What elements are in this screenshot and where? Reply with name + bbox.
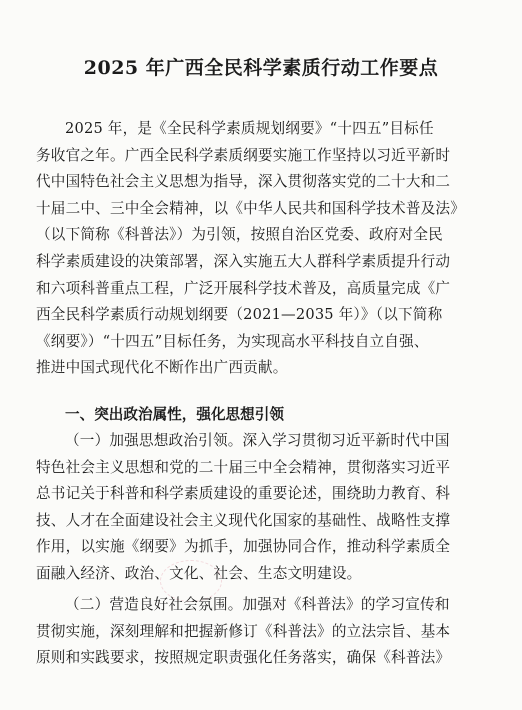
subsection-label: （一）加强思想政治引领。 [65,432,243,449]
subsection-line: 技、人才在全面建设社会主义现代化国家的基础性、战略性支撑 [36,511,451,529]
document-title: 2025 年广西全民科学素质行动工作要点 [83,57,439,79]
subsection-line: 作用，以实施《纲要》为抓手，加强协同合作，推动科学素质全 [36,538,451,556]
intro-line: 2025 年，是《全民科学素质规划纲要》“十四五”目标任 [65,120,434,137]
subsection-line [36,592,488,619]
subsection-label: （二）营造良好社会氛围。 [65,596,243,613]
subsection-line [36,428,488,455]
section-heading: 一、突出政治属性，强化思想引领 [65,406,284,423]
intro-line: 务收官之年。广西全民科学素质纲要实施工作坚持以习近平新时 [36,146,451,164]
intro-line: 《纲要》）“十四五”目标任务，为实现高水平科技自立自强、 [36,332,429,350]
subsection-2-paragraph [36,592,488,672]
intro-paragraph [36,116,488,382]
subsection-text: 加强对《科普法》的学习宣传和 [242,596,450,613]
intro-line: （以下简称《科普法》）为引领，按照自治区党委、政府对全民 [36,226,443,244]
subsection-line: 特色社会主义思想和党的二十届三中全会精神，贯彻落实习近平 [36,458,451,476]
intro-line: 推进中国式现代化不断作出广西贡献。 [36,359,288,377]
intro-line: 科学素质建设的决策部署，深入实施五大人群科学素质提升行动 [36,252,451,270]
subsection-line: 面融入经济、政治、文化、社会、生态文明建设。 [36,564,362,582]
subsection-line: 原则和实践要求，按照规定职责强化任务落实，确保《科普法》 [36,649,451,667]
subsection-line: 贯彻实施，深刻理解和把握新修订《科普法》的立法宗旨、基本 [36,622,451,640]
subsection-1-paragraph [36,428,488,588]
intro-line: 和六项科普重点工程，广泛开展科学技术普及，高质量完成《广 [36,279,451,297]
intro-line: 十届二中、三中全会精神，以《中华人民共和国科学技术普及法》 [36,199,466,217]
subsection-text: 深入学习贯彻习近平新时代中国 [242,432,450,449]
intro-line: 代中国特色社会主义思想为指导，深入贯彻落实党的二十大和二 [36,173,451,191]
subsection-line: 总书记关于科普和科学素质建设的重要论述，围绕助力教育、科 [36,485,451,503]
intro-line: 西全民科学素质行动规划纲要（2021—2035 年）》（以下简称 [36,306,443,324]
